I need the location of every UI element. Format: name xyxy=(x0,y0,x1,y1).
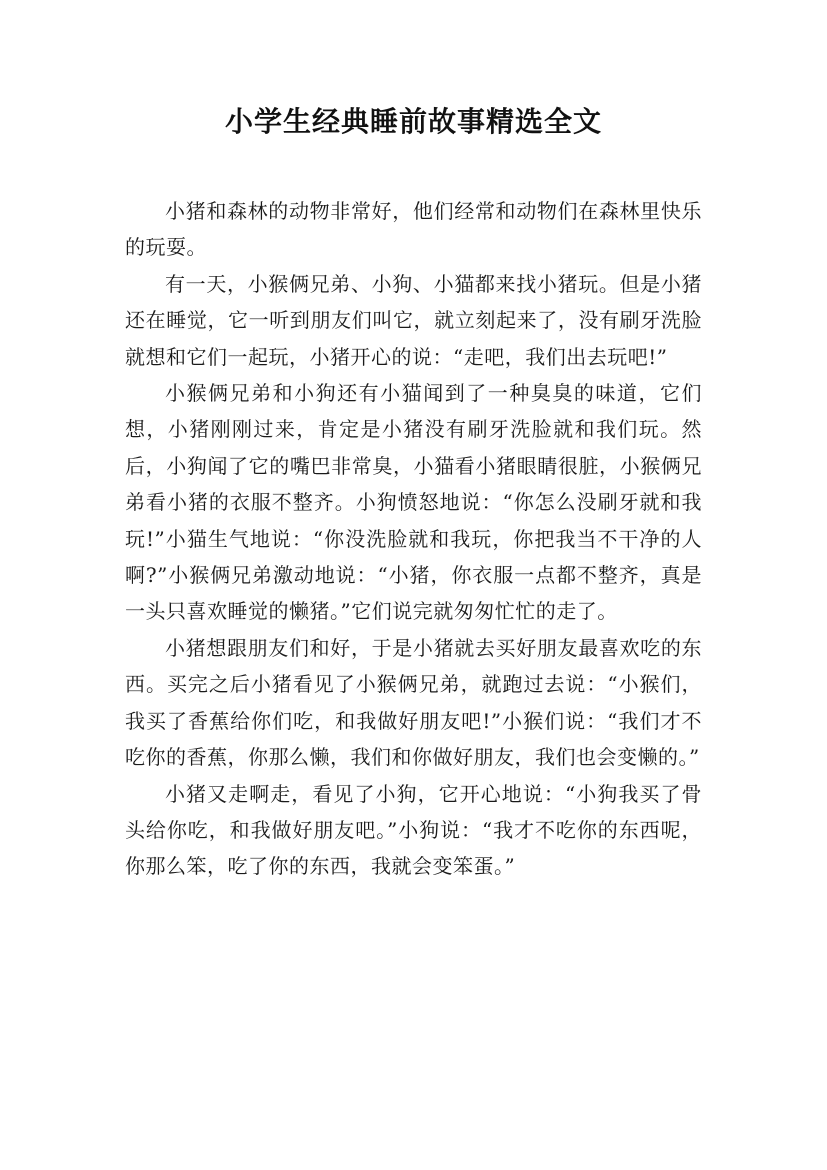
paragraph: 小猪和森林的动物非常好，他们经常和动物们在森林里快乐的玩耍。 xyxy=(125,199,702,260)
document-title: 小学生经典睡前故事精选全文 xyxy=(224,105,602,138)
document-body xyxy=(125,193,702,885)
paragraph: 小猪想跟朋友们和好，于是小猪就去买好朋友最喜欢吃的东西。买完之后小猪看见了小猴俩兄弟，就跑过去说：“小猴们，我买了香蕉给你们吃，和我做好朋友吧!”小猴们说：“我们才不吃你的香蕉，你那么懒，我们和你做好朋友，我们也会变懒的。” xyxy=(125,635,702,770)
paragraph: 有一天，小猴俩兄弟、小狗、小猫都来找小猪玩。但是小猪还在睡觉，它一听到朋友们叫它，就立刻起来了，没有刷牙洗脸就想和它们一起玩，小猪开心的说：“走吧，我们出去玩吧!” xyxy=(125,271,702,369)
paragraph: 小猪又走啊走，看见了小狗，它开心地说：“小狗我买了骨头给你吃，和我做好朋友吧。”小狗说：“我才不吃你的东西呢，你那么笨，吃了你的东西，我就会变笨蛋。” xyxy=(125,781,702,879)
paragraph: 小猴俩兄弟和小狗还有小猫闻到了一种臭臭的味道，它们想，小猪刚刚过来，肯定是小猪没有刷牙洗脸就和我们玩。然后，小狗闻了它的嘴巴非常臭，小猫看小猪眼睛很脏，小猴俩兄弟看小猪的衣服不整齐。小狗愤怒地说：“你怎么没刷牙就和我玩!”小猫生气地说：“你没洗脸就和我玩，你把我当不干净的人啊?”小猴俩兄弟激动地说：“小猪，你衣服一点都不整齐，真是一头只喜欢睡觉的懒猪。”它们说完就匆匆忙忙的走了。 xyxy=(125,381,702,624)
